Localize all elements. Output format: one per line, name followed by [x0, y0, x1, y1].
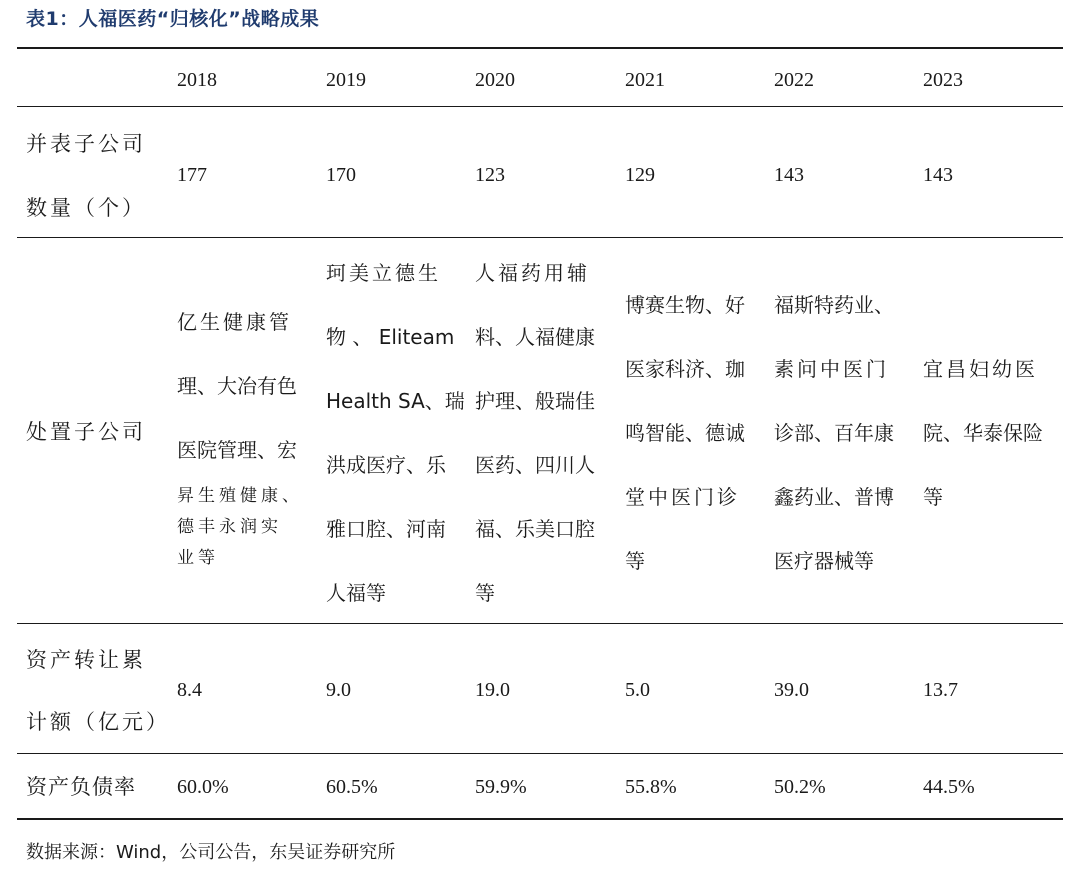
disposed-2019-line-3: Health SA、瑞 [326, 389, 465, 413]
table-caption: 表1：人福医药“归核化”战略成果 [26, 8, 320, 30]
row-label-disposed: 处置子公司 [26, 420, 146, 444]
header-rule [17, 106, 1063, 107]
subsidiaries-2021: 129 [625, 164, 655, 186]
subsidiaries-2023: 143 [923, 164, 953, 186]
disposed-2023-line-1: 宜昌妇幼医 [923, 357, 1038, 381]
disposed-2020-line-3: 护理、般瑞佳 [475, 389, 595, 413]
disposed-2023-line-3: 等 [923, 485, 943, 509]
subsidiaries-2018: 177 [177, 164, 207, 186]
disposed-2018-line-5: 德丰永润实 [177, 517, 282, 537]
transfer-2019: 9.0 [326, 679, 351, 701]
disposed-2020-line-2: 料、人福健康 [475, 325, 595, 349]
disposed-2019-line-5: 雅口腔、河南 [326, 517, 446, 541]
disposed-2019-line-6: 人福等 [326, 581, 386, 605]
disposed-2022-line-4: 鑫药业、普博 [774, 485, 894, 509]
disposed-2021-line-1: 博赛生物、好 [625, 293, 745, 317]
disposed-2021-line-5: 等 [625, 549, 645, 573]
row-label-transfer-2: 计额（亿元） [26, 710, 170, 734]
header-year-2022: 2022 [774, 69, 814, 91]
row-rule-2 [17, 623, 1063, 624]
disposed-2022-line-2: 素问中医门 [774, 357, 889, 381]
disposed-2021-line-3: 鸣智能、德诚 [625, 421, 745, 445]
header-year-2023: 2023 [923, 69, 963, 91]
subsidiaries-2019: 170 [326, 164, 356, 186]
disposed-2018-line-1: 亿生健康管 [177, 310, 292, 334]
row-label-subsidiaries-2: 数量（个） [26, 196, 146, 220]
disposed-2018-line-6: 业等 [177, 548, 219, 568]
subsidiaries-2020: 123 [475, 164, 505, 186]
transfer-2023: 13.7 [923, 679, 958, 701]
header-year-2021: 2021 [625, 69, 665, 91]
debt-2022: 50.2% [774, 776, 826, 798]
debt-2023: 44.5% [923, 776, 975, 798]
disposed-2022-line-5: 医疗器械等 [774, 549, 874, 573]
row-rule-3 [17, 753, 1063, 754]
debt-2020: 59.9% [475, 776, 527, 798]
debt-2018: 60.0% [177, 776, 229, 798]
disposed-2020-line-6: 等 [475, 581, 495, 605]
disposed-2018-line-3: 医院管理、宏 [177, 438, 297, 462]
table-bottom-rule [17, 818, 1063, 820]
transfer-2018: 8.4 [177, 679, 202, 701]
disposed-2020-line-5: 福、乐美口腔 [475, 517, 595, 541]
disposed-2019-line-2: 物 、 Eliteam [326, 325, 455, 349]
disposed-2018-line-4: 昇生殖健康、 [177, 486, 303, 506]
disposed-2022-line-3: 诊部、百年康 [774, 421, 894, 445]
row-label-debt: 资产负债率 [26, 775, 136, 799]
subsidiaries-2022: 143 [774, 164, 804, 186]
header-year-2019: 2019 [326, 69, 366, 91]
table-top-rule [17, 47, 1063, 49]
disposed-2022-line-1: 福斯特药业、 [774, 293, 894, 317]
disposed-2023-line-2: 院、华泰保险 [923, 421, 1043, 445]
disposed-2021-line-2: 医家科济、珈 [625, 357, 745, 381]
debt-2021: 55.8% [625, 776, 677, 798]
header-year-2018: 2018 [177, 69, 217, 91]
header-year-2020: 2020 [475, 69, 515, 91]
transfer-2022: 39.0 [774, 679, 809, 701]
row-label-subsidiaries-1: 并表子公司 [26, 132, 146, 156]
disposed-2020-line-4: 医药、四川人 [475, 453, 595, 477]
disposed-2019-line-4: 洪成医疗、乐 [326, 453, 446, 477]
disposed-2020-line-1: 人福药用辅 [475, 261, 590, 285]
disposed-2018-line-2: 理、大冶有色 [177, 374, 297, 398]
source-note: 数据来源：Wind，公司公告，东吴证券研究所 [26, 842, 396, 863]
row-label-transfer-1: 资产转让累 [26, 648, 146, 672]
debt-2019: 60.5% [326, 776, 378, 798]
row-rule-1 [17, 237, 1063, 238]
transfer-2021: 5.0 [625, 679, 650, 701]
disposed-2021-line-4: 堂中医门诊 [625, 485, 740, 509]
transfer-2020: 19.0 [475, 679, 510, 701]
disposed-2019-line-1: 珂美立德生 [326, 261, 441, 285]
